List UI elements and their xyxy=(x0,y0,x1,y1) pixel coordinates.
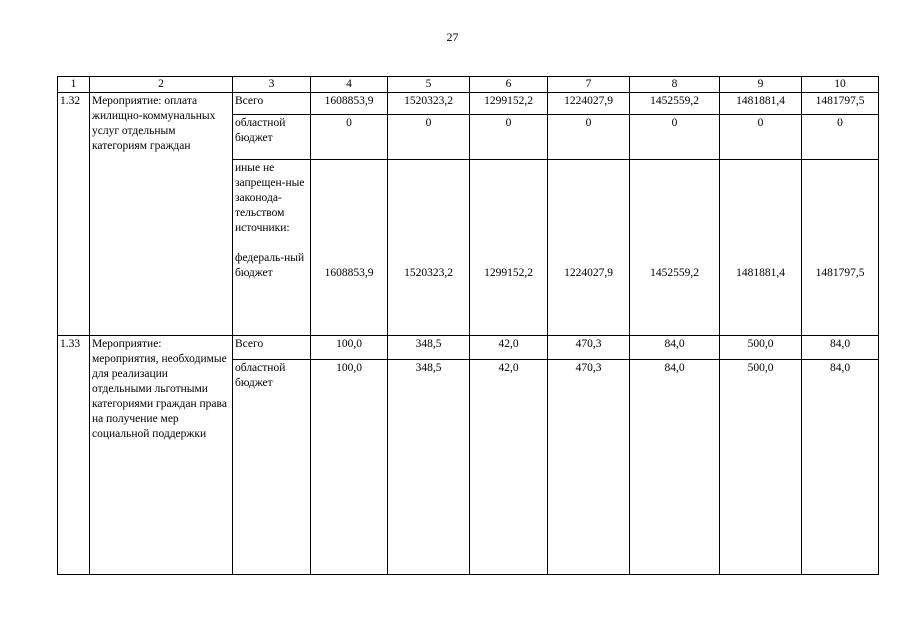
value-cell: 84,0 xyxy=(802,360,879,575)
item-code: 1.32 xyxy=(58,93,90,336)
value-cell: 100,0 xyxy=(311,336,388,360)
value-cell xyxy=(720,160,802,336)
value-cell xyxy=(311,160,388,336)
column-number-header-row xyxy=(58,77,879,93)
value-cell xyxy=(802,160,879,336)
header-cell: 10 xyxy=(802,77,879,93)
header-cell: 8 xyxy=(630,77,720,93)
funding-source: областной бюджет xyxy=(233,115,311,160)
value-cell: 500,0 xyxy=(720,336,802,360)
value-cell: 100,0 xyxy=(311,360,388,575)
value-cell xyxy=(470,160,548,336)
header-cell: 6 xyxy=(470,77,548,93)
value-cell xyxy=(630,160,720,336)
value-cell: 0 xyxy=(630,115,720,160)
value-cell: 84,0 xyxy=(802,336,879,360)
funding-source: Всего xyxy=(233,93,311,115)
value-cell: 470,3 xyxy=(548,360,630,575)
value-cell: 348,5 xyxy=(388,336,470,360)
value-cell: 42,0 xyxy=(470,360,548,575)
header-cell: 1 xyxy=(58,77,90,93)
table-row xyxy=(58,93,879,115)
value-text: 1299152,2 xyxy=(484,267,533,279)
funding-source-label: федераль-ный бюджет xyxy=(235,252,305,279)
funding-source: Всего xyxy=(233,336,311,360)
item-code: 1.33 xyxy=(58,336,90,575)
value-cell: 500,0 xyxy=(720,360,802,575)
funding-source-intro: иные не запрещен-ные законода-тельством источники: xyxy=(235,162,305,234)
item-name: Мероприятие: оплата жилищно-коммунальных услуг отдельным категориям граждан xyxy=(90,93,233,336)
value-cell: 470,3 xyxy=(548,336,630,360)
value-text: 1481797,5 xyxy=(815,267,865,279)
value-cell: 0 xyxy=(311,115,388,160)
value-cell: 0 xyxy=(548,115,630,160)
header-cell: 5 xyxy=(388,77,470,93)
value-text: 1224027,9 xyxy=(564,267,613,279)
value-cell: 42,0 xyxy=(470,336,548,360)
page-number: 27 xyxy=(446,30,459,44)
header-cell: 9 xyxy=(720,77,802,93)
value-cell: 348,5 xyxy=(388,360,470,575)
value-cell: 1608853,9 xyxy=(311,93,388,115)
header-cell: 7 xyxy=(548,77,630,93)
header-cell: 4 xyxy=(311,77,388,93)
value-cell: 84,0 xyxy=(630,336,720,360)
value-cell: 1481881,4 xyxy=(720,93,802,115)
value-cell: 1481797,5 xyxy=(802,93,879,115)
value-cell: 0 xyxy=(470,115,548,160)
funding-source xyxy=(233,160,311,336)
value-cell xyxy=(388,160,470,336)
funding-source: областной бюджет xyxy=(233,360,311,575)
value-cell: 0 xyxy=(720,115,802,160)
header-cell: 2 xyxy=(90,77,233,93)
budget-table xyxy=(57,76,879,575)
value-cell: 1224027,9 xyxy=(548,93,630,115)
value-cell: 1452559,2 xyxy=(630,93,720,115)
value-cell: 1520323,2 xyxy=(388,93,470,115)
value-cell: 1299152,2 xyxy=(470,93,548,115)
value-text: 1452559,2 xyxy=(650,267,699,279)
value-cell: 0 xyxy=(802,115,879,160)
table-row xyxy=(58,336,879,360)
value-text: 1481881,4 xyxy=(736,267,785,279)
value-text: 1520323,2 xyxy=(404,267,453,279)
header-cell: 3 xyxy=(233,77,311,93)
item-name: Мероприятие: мероприятия, необходимые для реализации отдельными льготными категориями граждан права на получение мер социальной поддержки xyxy=(90,336,233,575)
value-cell: 0 xyxy=(388,115,470,160)
value-cell: 84,0 xyxy=(630,360,720,575)
value-text: 1608853,9 xyxy=(324,267,374,279)
value-cell xyxy=(548,160,630,336)
